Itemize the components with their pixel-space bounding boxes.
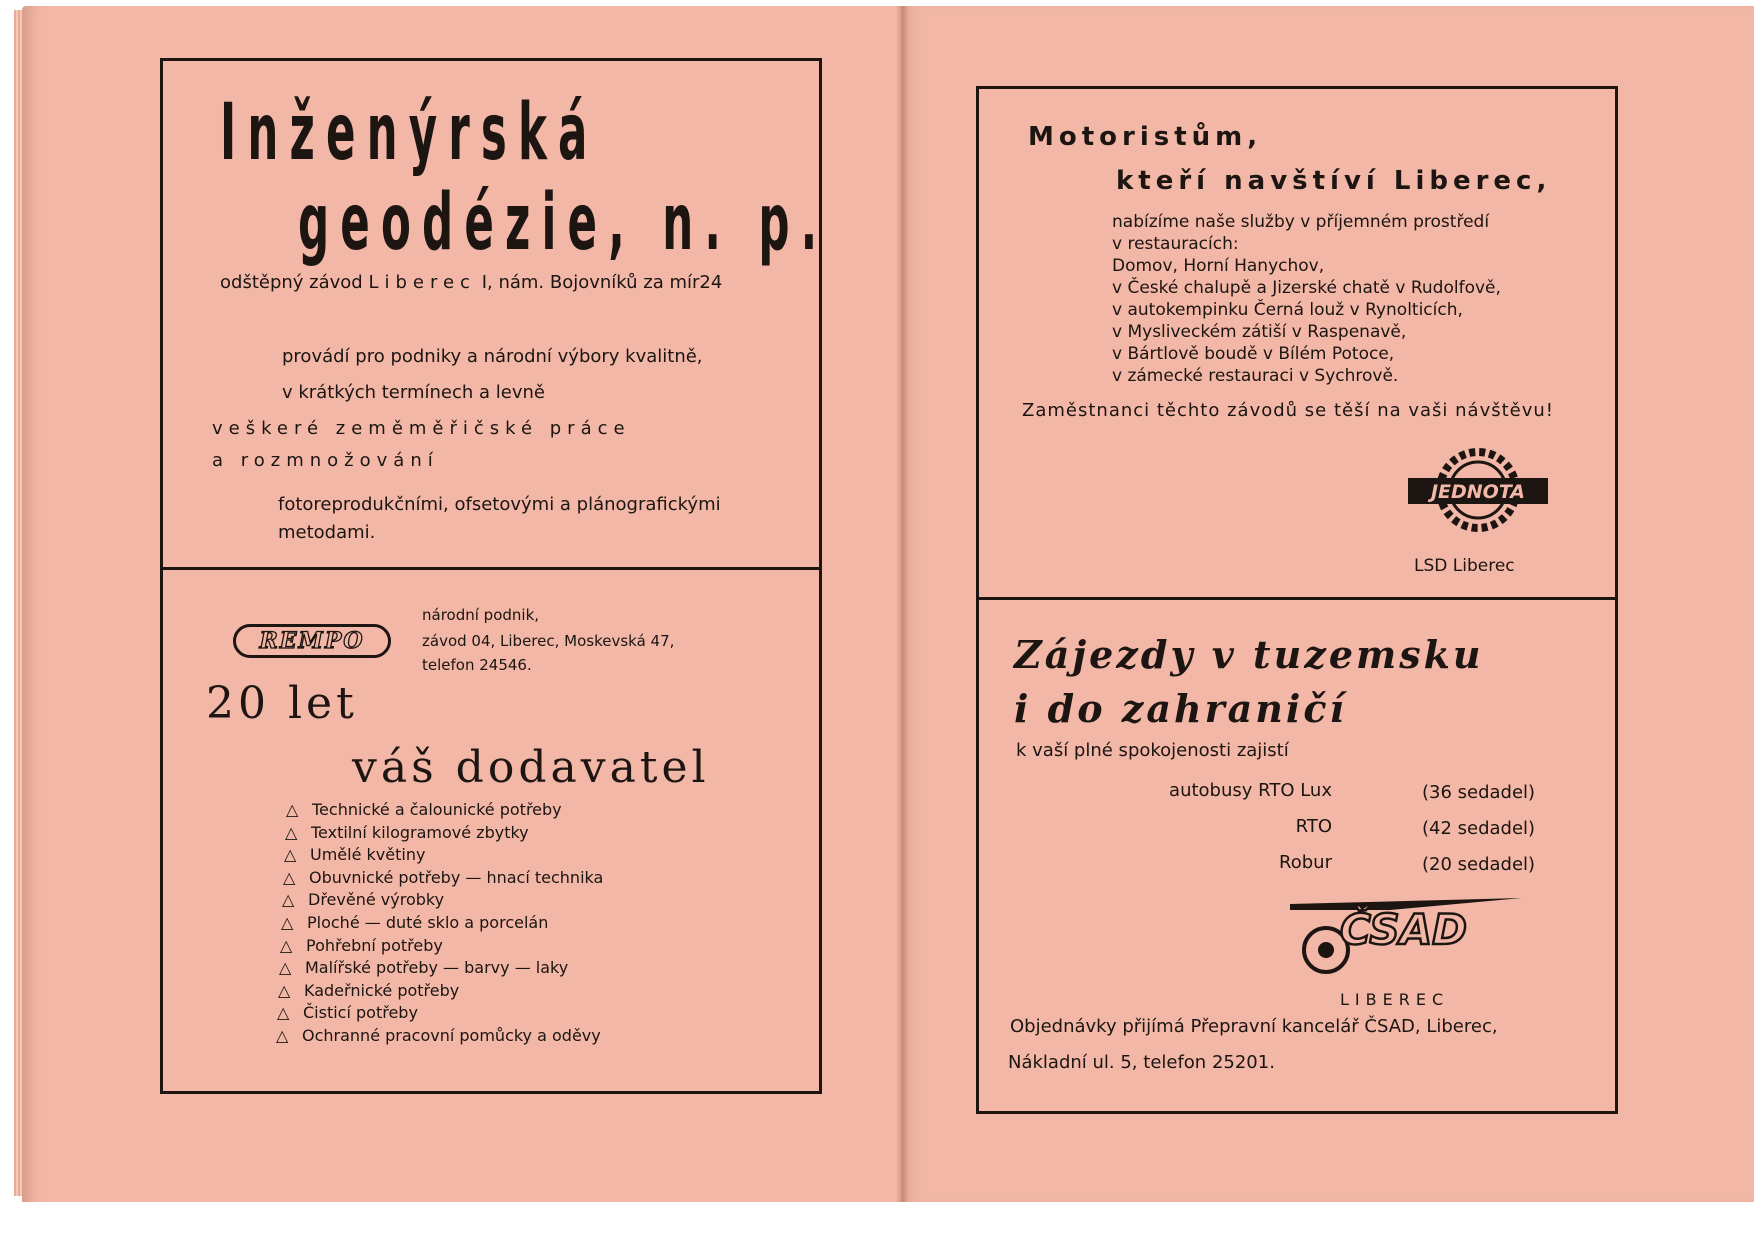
geodezie-line3: veškeré zeměměřičské práce <box>212 418 631 439</box>
geodezie-address <box>220 272 722 293</box>
jednota-text-line: v Bártlově boudě v Bílém Potoce, <box>1112 344 1395 364</box>
csad-footer1: Objednávky přijímá Přepravní kancelář ČSAD, Liberec, <box>1010 1016 1498 1037</box>
geodezie-line1: provádí pro podniky a národní výbory kvalitně, <box>282 346 703 367</box>
triangle-bullet-icon: △ <box>279 958 292 978</box>
rempo-list-item <box>282 890 444 909</box>
triangle-bullet-icon: △ <box>286 800 299 819</box>
triangle-bullet-icon: △ <box>278 980 291 1000</box>
jednota-text-line: v zámecké restauraci v Sychrově. <box>1112 366 1399 386</box>
address-suffix: I, nám. Bojovníků za mír24 <box>475 272 723 293</box>
rempo-list-item-text: Kadeřnické potřeby <box>304 980 460 1000</box>
jednota-heading1: Motoristům, <box>1028 122 1263 152</box>
triangle-bullet-icon: △ <box>284 845 297 865</box>
rempo-info-line2: závod 04, Liberec, Moskevská 47, <box>422 632 675 650</box>
rempo-list-item-text: Dřevěné výrobky <box>308 890 445 910</box>
csad-heading2: i do zahraničí <box>1014 686 1347 731</box>
rempo-list-item-text: Obuvnické potřeby — hnací technika <box>309 867 604 887</box>
jednota-text-line: Domov, Horní Hanychov, <box>1112 256 1325 276</box>
rempo-headline1: 20 let <box>206 678 358 729</box>
rempo-list-item <box>279 958 568 977</box>
jednota-text-line: v Mysliveckém zátiší v Raspenavě, <box>1112 322 1407 342</box>
jednota-text-line: v autokempinku Černá louž v Rynolticích, <box>1112 300 1463 320</box>
csad-bus-name: Robur <box>1279 852 1332 873</box>
csad-logo-city: LIBEREC <box>1340 990 1450 1009</box>
triangle-bullet-icon: △ <box>277 1003 290 1023</box>
csad-bus-seats: (36 sedadel) <box>1422 782 1536 803</box>
book-spine <box>896 6 908 1202</box>
triangle-bullet-icon: △ <box>280 935 293 955</box>
jednota-signature: LSD Liberec <box>1414 556 1515 576</box>
rempo-list-item <box>278 981 459 1000</box>
rempo-list-item <box>283 868 603 887</box>
rempo-list-item <box>286 800 562 819</box>
address-prefix: odštěpný závod <box>220 272 369 293</box>
rempo-info-line1: národní podnik, <box>422 606 540 624</box>
triangle-bullet-icon: △ <box>281 913 294 932</box>
geodezie-line6: metodami. <box>278 522 376 543</box>
address-city: Liberec <box>368 272 476 293</box>
geodezie-title-line2: geodézie, n. p. <box>298 178 829 268</box>
rempo-logo: REMPO <box>233 624 391 658</box>
rempo-list-item-text: Technické a čalounické potřeby <box>312 800 562 819</box>
csad-footer2: Nákladní ul. 5, telefon 25201. <box>1008 1052 1275 1073</box>
csad-bus-seats: (20 sedadel) <box>1422 854 1536 875</box>
rempo-list-item <box>285 823 529 842</box>
csad-bus-seats: (42 sedadel) <box>1422 818 1536 839</box>
rempo-headline2: váš dodavatel <box>352 742 710 793</box>
rempo-list-item-text: Pohřební potřeby <box>306 935 443 955</box>
csad-intro: k vaší plné spokojenosti zajistí <box>1016 740 1289 761</box>
geodezie-line5: fotoreprodukčními, ofsetovými a plánografickými <box>278 494 721 515</box>
triangle-bullet-icon: △ <box>283 867 296 887</box>
rempo-list-item-text: Textilní kilogramové zbytky <box>311 822 529 842</box>
triangle-bullet-icon: △ <box>282 890 295 910</box>
geodezie-line2: v krátkých termínech a levně <box>282 382 545 403</box>
ad-divider <box>160 567 822 570</box>
jednota-heading2: kteří navštíví Liberec, <box>1116 166 1552 196</box>
rempo-list-item <box>281 913 548 932</box>
rempo-list-item-text: Ochranné pracovní pomůcky a oděvy <box>302 1026 601 1045</box>
jednota-logo-text: JEDNOTA <box>1430 481 1526 503</box>
geodezie-line4: a rozmnožování <box>212 450 439 471</box>
ad-divider <box>976 597 1618 600</box>
rempo-list-item-text: Malířské potřeby — barvy — laky <box>305 958 569 978</box>
jednota-text-line: v České chalupě a Jizerské chatě v Rudolfově, <box>1112 278 1501 298</box>
jednota-text-line: v restauracích: <box>1112 234 1239 254</box>
rempo-list-item <box>277 1003 418 1022</box>
rempo-list-item-text: Umělé květiny <box>310 845 426 865</box>
rempo-list-item <box>280 936 443 955</box>
triangle-bullet-icon: △ <box>285 822 298 842</box>
csad-logo-text: ČSAD <box>1340 905 1467 954</box>
rempo-list-item-text: Ploché — duté sklo a porcelán <box>307 913 549 932</box>
csad-bus-name: autobusy RTO Lux <box>1169 780 1332 801</box>
rempo-list-item <box>284 845 425 864</box>
csad-heading1: Zájezdy v tuzemsku <box>1014 632 1484 677</box>
jednota-logo <box>1408 440 1548 540</box>
csad-logo <box>1290 896 1530 980</box>
jednota-text-line: nabízíme naše služby v příjemném prostředí <box>1112 212 1490 232</box>
geodezie-title-line1: Inženýrská <box>220 88 599 178</box>
triangle-bullet-icon: △ <box>276 1026 289 1045</box>
csad-bus-name: RTO <box>1295 816 1332 837</box>
rempo-info-line3: telefon 24546. <box>422 656 532 674</box>
rempo-list-item <box>276 1026 601 1045</box>
rempo-list-item-text: Čisticí potřeby <box>303 1003 418 1023</box>
jednota-closing: Zaměstnanci těchto závodů se těší na vaši návštěvu! <box>1022 400 1555 421</box>
